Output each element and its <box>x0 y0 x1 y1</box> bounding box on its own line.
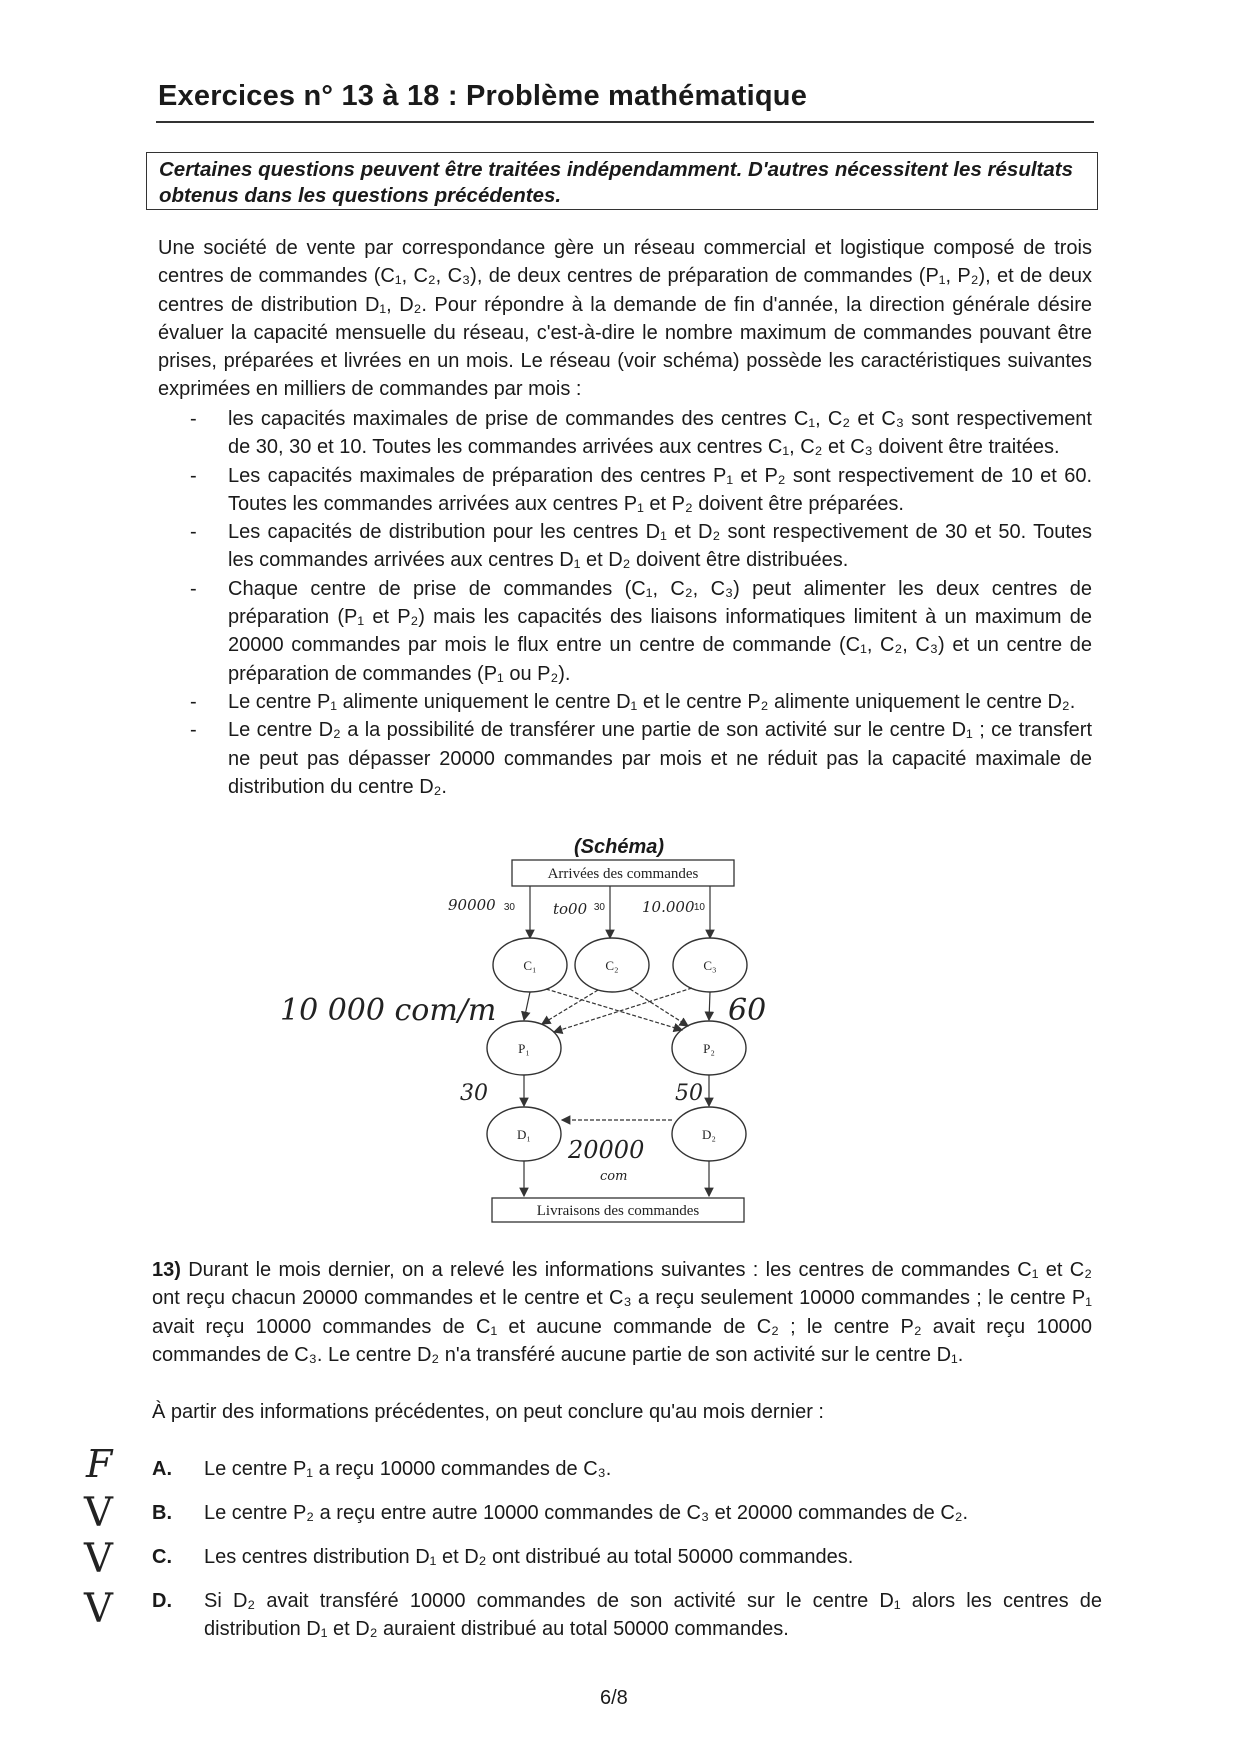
option-d[interactable]: D. Si D₂ avait transféré 10000 commandes de son activité sur le centre D₁ alors les centres de distribution D₁ et D₂ auraient distribué au total 50000 commandes. <box>152 1590 1102 1640</box>
deliveries-box-label: Livraisons des commandes <box>536 1203 700 1219</box>
question-number: 13) <box>152 1259 181 1281</box>
arrow-c2-p1 <box>542 990 598 1024</box>
cap-label-c2: 30 <box>593 902 605 913</box>
question-text: Durant le mois dernier, on a relevé les informations suivantes : les centres de commandes C₁ et C₂ ont reçu chacun 20000 commandes et le centre et C₃ a reçu seulement 10000 commandes ; le centre P₁ avait reçu 10000 commandes de C₁ et aucune commande de C₂ ; le centre P₂ avait reçu 10000 commandes de C₃. Le centre D₂ n'a transféré aucune partie de son activité sur le centre D₁. <box>152 1259 1092 1366</box>
handwritten-p1-d1: 30 <box>460 1081 488 1106</box>
option-c[interactable]: C. Les centres distribution D₁ et D₂ ont distribué au total 50000 commandes. <box>152 1546 854 1568</box>
cap-label-c3: 10 <box>693 902 705 913</box>
option-b[interactable]: B. Le centre P₂ a reçu entre autre 10000 commandes de C₃ et 20000 commandes de C₂. <box>152 1502 969 1524</box>
handwritten-right: 60 <box>728 993 767 1028</box>
handwritten-transfer-unit: com <box>600 1169 628 1184</box>
arrow-c3-p1 <box>554 988 692 1032</box>
arrow-c1-p1 <box>524 992 530 1020</box>
handwritten-in-c1: 90000 <box>448 896 496 914</box>
arrivals-box-label: Arrivées des commandes <box>547 866 699 882</box>
list-item: - Chaque centre de prise de commandes (C₁, C₂, C₃) peut alimenter les deux centres de préparation (P₁ et P₂) mais les capacités des liaisons informatiques limitent à un maximum de 20000 commandes par mois le flux entre un centre de commande (C₁, C₂, C₃) et un centre de préparation de commandes (P₁ ou P₂). <box>190 577 1092 685</box>
handwritten-in-c3: 10.000 <box>642 898 695 916</box>
node-d2-label: D₂ <box>702 1127 716 1142</box>
note-box: Certaines questions peuvent être traitées indépendamment. D'autres nécessitent les résultats obtenus dans les questions précédentes. <box>146 152 1098 210</box>
page-title: Exercices n° 13 à 18 : Problème mathématique <box>158 80 808 112</box>
mark-b: V <box>84 1490 113 1536</box>
handwritten-p2-d2: 50 <box>675 1081 703 1106</box>
option-a[interactable]: A. Le centre P₁ a reçu 10000 commandes de C₃. <box>152 1458 612 1480</box>
characteristics-list <box>190 405 1092 801</box>
cap-label-c1: 30 <box>503 902 515 913</box>
schema-title: (Schéma) <box>574 836 665 858</box>
title-rule <box>156 121 1094 123</box>
arrow-c2-p2 <box>630 989 688 1026</box>
page-number: 6/8 <box>600 1687 628 1709</box>
question-13 <box>152 1256 1092 1369</box>
node-c1-label: C₁ <box>523 958 537 973</box>
question-lead: À partir des informations précédentes, on peut conclure qu'au mois dernier : <box>152 1401 824 1423</box>
mark-c: V <box>84 1536 113 1582</box>
handwritten-transfer: 20000 <box>568 1136 645 1164</box>
node-p2-label: P₂ <box>703 1041 715 1056</box>
handwritten-in-c2: to00 <box>553 900 588 918</box>
node-d1-label: D₁ <box>517 1127 531 1142</box>
mark-d: V <box>84 1586 113 1632</box>
intro-paragraph: Une société de vente par correspondance gère un réseau commercial et logistique composé de trois centres de commandes (C₁, C₂, C₃), de deux centres de préparation de commandes (P₁, P₂), et de deux centres de distribution D₁, D₂. Pour répondre à la demande de fin d'année, la direction générale désire évaluer la capacité mensuelle du réseau, c'est-à-dire le nombre maximum de commandes pouvant être prises, préparées et livrées en un mois. Le réseau (voir schéma) possède les caractéristiques suivantes exprimées en milliers de commandes par mois : <box>158 237 1092 401</box>
list-item: - Le centre D₂ a la possibilité de transférer une partie de son activité sur le centre D₁ ; ce transfert ne peut pas dépasser 20000 commandes par mois et ne réduit pas la capacité maximale de distribution du centre D₂. <box>190 719 1092 798</box>
list-item: - Les capacités de distribution pour les centres D₁ et D₂ sont respectivement de 30 et 50. Toutes les commandes arrivées aux centres D₁ et D₂ doivent être distribuées. <box>190 521 1092 572</box>
handwritten-left: 10 000 com/m <box>280 993 497 1028</box>
list-item: - Les capacités maximales de préparation des centres P₁ et P₂ sont respectivement de 10 et 60. Toutes les commandes arrivées aux centres P₁ et P₂ doivent être préparées. <box>190 464 1092 515</box>
list-item: - Le centre P₁ alimente uniquement le centre D₁ et le centre P₂ alimente uniquement le centre D₂. <box>190 690 1076 713</box>
network-diagram <box>280 860 820 1225</box>
node-p1-label: P₁ <box>518 1041 530 1056</box>
node-c3-label: C₃ <box>703 958 717 973</box>
list-item: - les capacités maximales de prise de commandes des centres C₁, C₂ et C₃ sont respectivement de 30, 30 et 10. Toutes les commandes arrivées aux centres C₁, C₂ et C₃ doivent être traitées. <box>190 408 1092 459</box>
arrow-c3-p2 <box>709 992 710 1020</box>
node-c2-label: C₂ <box>605 958 619 973</box>
mark-a: F <box>86 1442 113 1486</box>
